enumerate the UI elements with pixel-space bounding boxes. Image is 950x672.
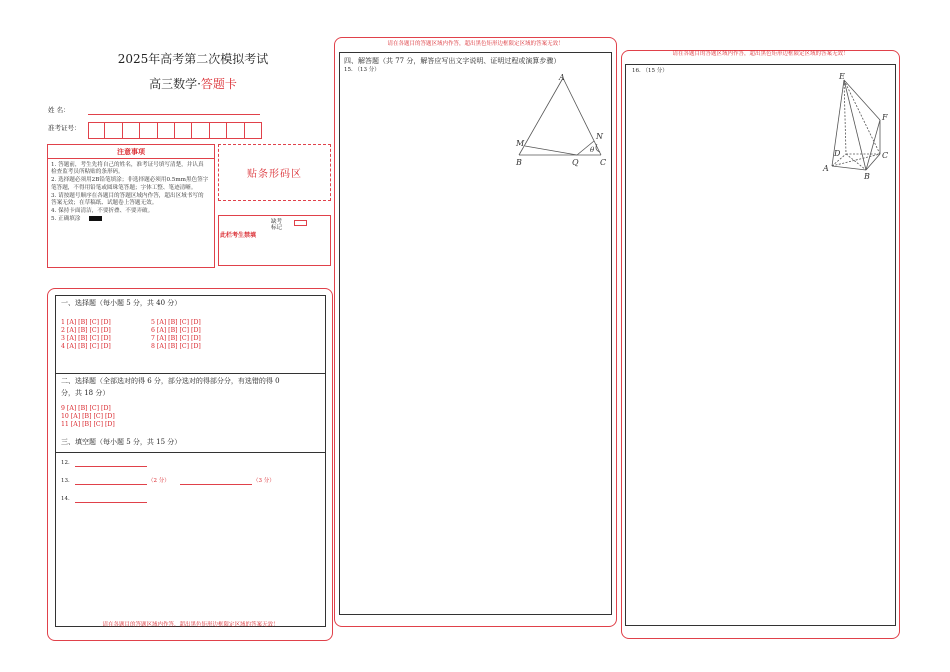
subtitle-accent: 答题卡 xyxy=(200,77,237,91)
barcode-area xyxy=(218,144,331,201)
barcode-label: 贴条形码区 xyxy=(247,169,302,180)
ticket-digit-box[interactable] xyxy=(105,122,122,139)
notice-item-text: 4. 保持卡面清洁，不要折叠、不要弄破。 xyxy=(51,207,154,214)
label-m: M xyxy=(516,139,525,148)
divider xyxy=(55,452,326,453)
choice-row[interactable]: 11 [A] [B] [C] [D] xyxy=(61,421,115,428)
q15-triangle-figure xyxy=(510,72,614,172)
filled-sample-swatch xyxy=(89,216,102,221)
notice-item-text: 5. 正确填涂 xyxy=(51,215,81,222)
label-a: A xyxy=(823,164,829,173)
q13-answer-line-2[interactable] xyxy=(180,477,252,485)
section2-title xyxy=(61,377,323,398)
edge-ed xyxy=(844,80,846,154)
notice-item xyxy=(51,162,209,177)
notice-item-text: 3. 请按题号顺序在各题目的答题区域内作答，超出区域书写的答案无效；在草稿纸、试题卷上答题无效。 xyxy=(51,192,204,207)
absent-warning: 此栏考生禁填 xyxy=(220,232,257,239)
q15-label: 15. （13 分） xyxy=(344,67,380,73)
warning-bottom-left: 请在各题目的答题区域内作答，超出黑色矩形边框限定区域的答案无效！ xyxy=(102,622,279,628)
notice-item xyxy=(51,208,209,215)
q13-label: 13. xyxy=(61,478,70,484)
q13-answer-line-1[interactable] xyxy=(75,477,147,485)
edge-ef xyxy=(844,80,880,120)
label-d: D xyxy=(834,149,841,158)
q12-answer-line[interactable] xyxy=(75,459,147,467)
section2-title-line2: 分，共 18 分） xyxy=(61,389,110,397)
label-f: F xyxy=(882,113,888,122)
choice-row[interactable]: 1 [A] [B] [C] [D] xyxy=(61,319,111,326)
ticket-digit-box[interactable] xyxy=(192,122,209,139)
label-q: Q xyxy=(572,158,579,167)
edge-ab xyxy=(832,166,866,170)
edge-eb xyxy=(844,80,866,170)
choice-row[interactable]: 10 [A] [B] [C] [D] xyxy=(61,413,115,420)
choice-row[interactable]: 4 [A] [B] [C] [D] xyxy=(61,343,111,350)
notice-box xyxy=(47,144,215,268)
q13-score-2: （3 分） xyxy=(253,478,275,484)
choice-row[interactable]: 7 [A] [B] [C] [D] xyxy=(151,335,201,342)
ticket-label: 准考证号： xyxy=(48,124,81,132)
ticket-digit-box[interactable] xyxy=(245,122,262,139)
section3-title: 三、填空题（每小题 5 分，共 15 分） xyxy=(61,438,182,446)
edge-ac xyxy=(563,78,601,155)
angle-theta-arc xyxy=(596,144,600,152)
edge-ec xyxy=(844,80,880,154)
absent-box xyxy=(218,215,331,266)
section1-left-choices xyxy=(61,319,111,351)
section2-title-line1: 二、选择题（全部选对的得 6 分，部分选对的得部分分，有选错的得 0 xyxy=(61,377,280,385)
label-e: E xyxy=(839,72,845,81)
warning-top-middle: 请在各题目的答题区域内作答，超出黑色矩形边框限定区域的答案无效！ xyxy=(387,41,564,47)
label-c: C xyxy=(600,158,607,167)
notice-list xyxy=(48,159,214,223)
exam-subtitle xyxy=(88,77,298,92)
notice-item-text: 2. 选择题必须用2B铅笔填涂；非选择题必须用0.5mm黑色签字笔答题，不得用铅笔或圆珠笔答题；字体工整、笔迹清晰。 xyxy=(51,177,209,191)
subtitle-main: 高三数学· xyxy=(149,77,201,91)
ticket-digit-box[interactable] xyxy=(88,122,105,139)
label-theta: θ xyxy=(590,146,595,154)
choice-row[interactable]: 5 [A] [B] [C] [D] xyxy=(151,319,201,326)
choice-row[interactable]: 8 [A] [B] [C] [D] xyxy=(151,343,201,350)
edge-ab xyxy=(519,78,563,155)
warning-top-right: 请在各题目的答题区域内作答，超出黑色矩形边框限定区域的答案无效！ xyxy=(672,51,849,57)
ticket-digit-box[interactable] xyxy=(140,122,157,139)
choice-row[interactable]: 9 [A] [B] [C] [D] xyxy=(61,405,111,412)
label-n: N xyxy=(596,132,603,141)
q16-label: 16. （15 分） xyxy=(632,68,668,74)
ticket-digit-box[interactable] xyxy=(123,122,140,139)
choice-row[interactable]: 3 [A] [B] [C] [D] xyxy=(61,335,111,342)
q14-answer-line[interactable] xyxy=(75,495,147,503)
name-label: 姓 名： xyxy=(48,106,70,114)
q16-solid-figure xyxy=(818,70,896,182)
section1-right-choices xyxy=(151,319,201,351)
section4-title: 四、解答题（共 77 分，解答应写出文字说明、证明过程或演算步骤） xyxy=(344,57,561,65)
ticket-digit-box[interactable] xyxy=(158,122,175,139)
ticket-digit-box[interactable] xyxy=(175,122,192,139)
label-b: B xyxy=(864,172,870,181)
label-b: B xyxy=(516,158,522,167)
notice-item xyxy=(51,216,209,223)
label-a: A xyxy=(559,73,565,82)
divider xyxy=(55,373,326,374)
q13-score-1: （2 分） xyxy=(148,478,170,484)
notice-item-text: 1. 答题前，考生先将自己的姓名，准考证号填写清楚，并认真检查监考员所粘贴的条形码。 xyxy=(51,162,204,176)
label-c: C xyxy=(882,151,889,160)
ticket-number-boxes[interactable] xyxy=(88,122,262,139)
notice-item xyxy=(51,193,209,208)
q14-label: 14. xyxy=(61,496,70,502)
absent-checkbox[interactable] xyxy=(294,220,307,226)
notice-title: 注意事项 xyxy=(48,145,214,159)
ticket-digit-box[interactable] xyxy=(227,122,244,139)
name-field[interactable] xyxy=(88,106,260,115)
section2-choices xyxy=(61,405,115,429)
exam-title: 2025年高考第二次模拟考试 xyxy=(117,52,269,66)
segment-mq xyxy=(525,146,577,155)
ticket-digit-box[interactable] xyxy=(210,122,227,139)
q12-label: 12. xyxy=(61,460,70,466)
notice-item xyxy=(51,177,209,192)
section1-title: 一、选择题（每小题 5 分，共 40 分） xyxy=(61,299,182,307)
absent-label: 缺考标记 xyxy=(271,219,283,231)
choice-row[interactable]: 6 [A] [B] [C] [D] xyxy=(151,327,201,334)
choice-row[interactable]: 2 [A] [B] [C] [D] xyxy=(61,327,111,334)
